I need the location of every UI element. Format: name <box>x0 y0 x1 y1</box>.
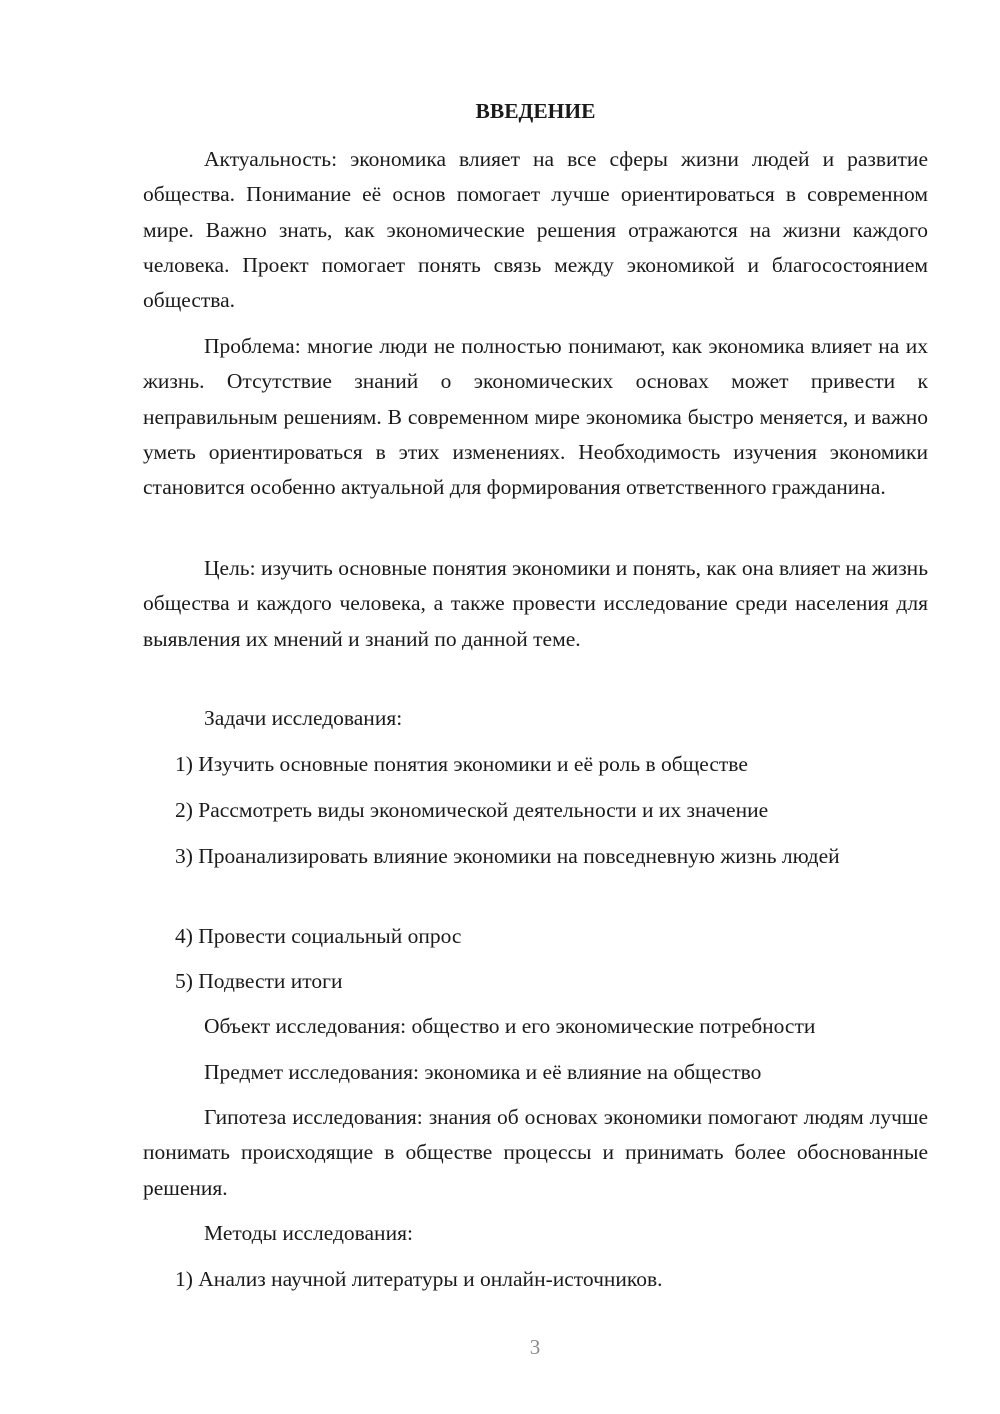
research-object: Объект исследования: общество и его экономические потребности <box>204 1014 816 1038</box>
relevance-paragraph: Актуальность: экономика влияет на все сферы жизни людей и развитие общества. Понимание её основ помогает лучше ориентироваться в современном мире. Важно знать, как экономические решения отражаются на жизни каждого человека. Проект помогает понять связь между экономикой и благосостоянием общества. <box>143 147 928 313</box>
task-item-2: 2) Рассмотреть виды экономической деятельности и их значение <box>175 798 769 822</box>
task-item-4: 4) Провести социальный опрос <box>175 924 462 948</box>
problem-paragraph: Проблема: многие люди не полностью понимают, как экономика влияет на их жизнь. Отсутствие знаний о экономических основах может привести к неправильным решениям. В современном мире экономика быстро меняется, и важно уметь ориентироваться в этих изменениях. Необходимость изучения экономики становится особенно актуальной для формирования ответственного гражданина. <box>143 334 928 500</box>
task-item-1: 1) Изучить основные понятия экономики и её роль в обществе <box>175 752 748 776</box>
method-item-1: 1) Анализ научной литературы и онлайн-источников. <box>175 1267 663 1291</box>
hypothesis-paragraph: Гипотеза исследования: знания об основах экономики помогают людям лучше понимать происходящие в обществе процессы и принимать более обоснованные решения. <box>143 1105 928 1200</box>
goal-paragraph: Цель: изучить основные понятия экономики и понять, как она влияет на жизнь общества и каждого человека, а также провести исследование среди населения для выявления их мнений и знаний по данной теме. <box>143 556 928 651</box>
tasks-heading: Задачи исследования: <box>204 706 403 730</box>
methods-heading: Методы исследования: <box>204 1221 413 1245</box>
section-title: ВВЕДЕНИЕ <box>475 99 596 123</box>
research-subject: Предмет исследования: экономика и её влияние на общество <box>204 1060 762 1084</box>
page-number: 3 <box>529 1335 541 1359</box>
task-item-3: 3) Проанализировать влияние экономики на повседневную жизнь людей <box>175 844 840 868</box>
task-item-5: 5) Подвести итоги <box>175 969 343 993</box>
